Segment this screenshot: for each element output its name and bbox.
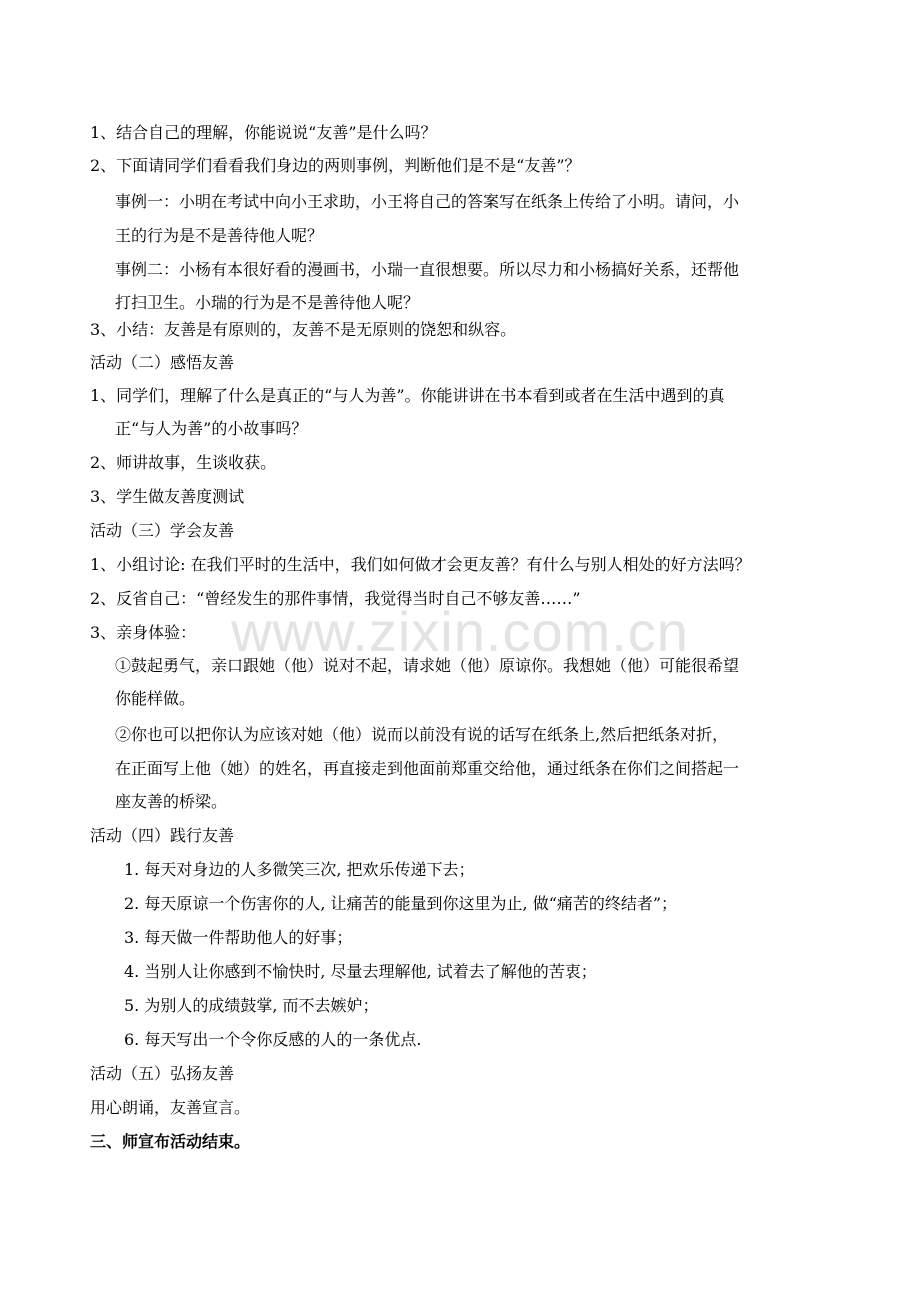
case-2-line-1: 事例二：小杨有本很好看的漫画书，小瑞一直很想要。所以尽力和小杨搞好关系，还帮他	[115, 260, 740, 279]
activity-5-heading: 活动（五）弘扬友善	[90, 1064, 235, 1083]
watermark: www.zixin.com.cn	[231, 600, 689, 663]
section-3-heading: 三、师宣布活动结束。	[90, 1132, 251, 1151]
activity-4-item-6: 6. 每天写出一个令你反感的人的一条优点.	[124, 1030, 422, 1049]
activity-2-item-2: 2、师讲故事，生谈收获。	[90, 453, 277, 472]
activity-3-item-1: 1、小组讨论: 在我们平时的生活中，我们如何做才会更友善？有什么与别人相处的好方法吗？	[90, 555, 751, 574]
activity-2-item-3: 3、学生做友善度测试	[90, 487, 245, 506]
case-1-line-1: 事例一：小明在考试中向小王求助，小王将自己的答案写在纸条上传给了小明。请问，小	[115, 192, 740, 211]
question-2: 2、下面请同学们看看我们身边的两则事例，判断他们是不是“友善”？	[90, 156, 581, 175]
case-1-line-2: 王的行为是不是善待他人呢？	[115, 226, 324, 245]
activity-3-item-2: 2、反省自己：“曾经发生的那件事情，我觉得当时自己不够友善……”	[90, 589, 581, 608]
activity-4-item-2: 2. 每天原谅一个伤害你的人, 让痛苦的能量到你这里为止, 做“痛苦的终结者”；	[124, 894, 678, 913]
activity-3-heading: 活动（三）学会友善	[90, 521, 235, 540]
experience-2-line-3: 座友善的桥梁。	[115, 792, 228, 811]
case-2-line-2: 打扫卫生。小瑞的行为是不是善待他人呢？	[115, 293, 420, 312]
activity-5-item-1: 用心朗诵，友善宣言。	[90, 1098, 251, 1117]
activity-4-item-5: 5. 为别人的成绩鼓掌, 而不去嫉妒；	[124, 996, 379, 1015]
activity-4-item-3: 3. 每天做一件帮助他人的好事；	[124, 928, 353, 947]
question-1: 1、结合自己的理解，你能说说“友善”是什么吗？	[90, 123, 437, 142]
experience-1-line-2: 你能样做。	[115, 689, 196, 708]
activity-4-item-1: 1. 每天对身边的人多微笑三次, 把欢乐传递下去；	[124, 860, 475, 879]
activity-2-heading: 活动（二）感悟友善	[90, 353, 235, 372]
question-3-summary: 3、小结：友善是有原则的，友善不是无原则的饶恕和纵容。	[90, 320, 517, 339]
activity-4-heading: 活动（四）践行友善	[90, 826, 235, 845]
activity-4-item-4: 4. 当别人让你感到不愉快时, 尽量去理解他, 试着去了解他的苦衷；	[124, 962, 597, 981]
experience-2-line-1: ②你也可以把你认为应该对她（他）说而以前没有说的话写在纸条上,然后把纸条对折，	[115, 725, 729, 744]
experience-2-line-2: 在正面写上他（她）的姓名，再直接走到他面前郑重交给他，通过纸条在你们之间搭起一	[115, 759, 740, 778]
activity-2-item-1-line-1: 1、同学们，理解了什么是真正的“与人为善”。你能讲讲在书本看到或者在生活中遇到的真	[90, 386, 725, 405]
activity-3-item-3: 3、亲身体验：	[90, 623, 197, 642]
activity-2-item-1-line-2: 正“与人为善”的小故事吗？	[115, 419, 308, 438]
experience-1-line-1: ①鼓起勇气，亲口跟她（他）说对不起，请求她（他）原谅你。我想她（他）可能很希望	[115, 656, 740, 675]
